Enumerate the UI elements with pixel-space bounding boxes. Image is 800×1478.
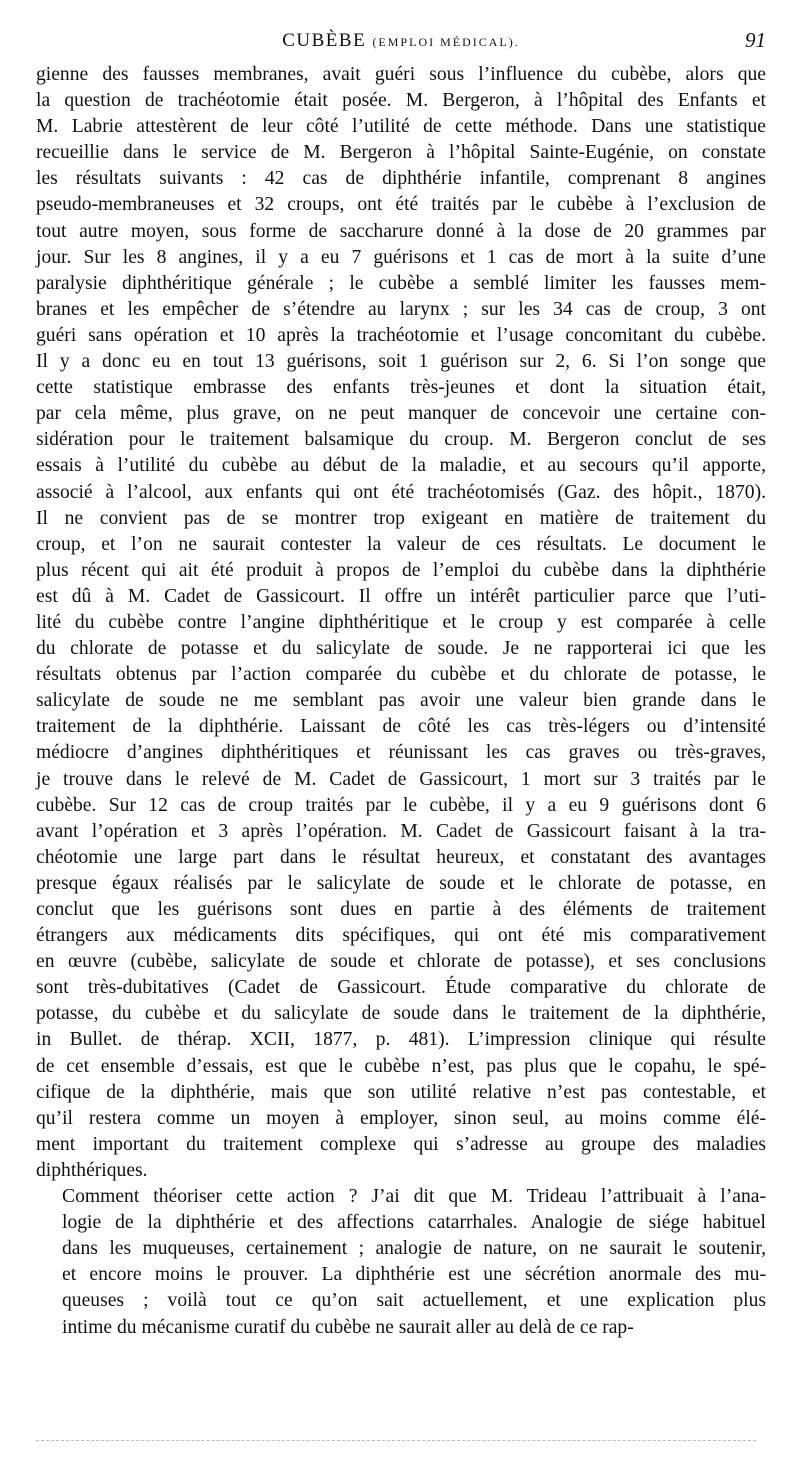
text-line: presque égaux réalisés par le salicylate de soude et le chlorate de potasse, en bbox=[36, 872, 766, 894]
text-line: du chlorate de potasse et du salicylate de soude. Je ne rapporterai ici que les bbox=[36, 638, 766, 660]
text-line: traitement de la diphthérie. Laissant de côté les cas très-légers ou d’intensité bbox=[36, 716, 766, 738]
text-line: avant l’opération et 3 après l’opération. M. Cadet de Gassicourt faisant à la tra- bbox=[36, 820, 766, 842]
footer-rule bbox=[36, 1440, 756, 1441]
text-line: in Bullet. de thérap. XCII, 1877, p. 481). L’impression clinique qui résulte bbox=[36, 1029, 766, 1051]
text-line: est dû à M. Cadet de Gassicourt. Il offre un intérêt particulier parce que l’uti- bbox=[36, 585, 766, 607]
text-line: ment important du traitement complexe qui s’adresse au groupe des maladies bbox=[36, 1133, 766, 1155]
text-line: logie de la diphthérie et des affections catarrhales. Analogie de siége habituel bbox=[62, 1212, 766, 1234]
text-line: cubèbe. Sur 12 cas de croup traités par le cubèbe, il y a eu 9 guérisons dont 6 bbox=[36, 794, 766, 816]
text-line: gienne des fausses membranes, avait guéri sous l’influence du cubèbe, alors que bbox=[36, 64, 766, 85]
text-line: tout autre moyen, sous forme de saccharure donné à la dose de 20 grammes par bbox=[36, 220, 766, 242]
text-line: conclut que les guérisons sont dues en partie à des éléments de traitement bbox=[36, 899, 766, 920]
text-line: la question de trachéotomie était posée. M. Bergeron, à l’hôpital des Enfants et bbox=[36, 90, 766, 112]
text-line: recueillie dans le service de M. Bergeron à l’hôpital Sainte-Eugénie, on constate bbox=[36, 142, 766, 164]
text-line: plus récent qui ait été produit à propos de l’emploi du cubèbe dans la diphthérie bbox=[36, 559, 766, 581]
text-line: potasse, du cubèbe et du salicylate de soude dans le traitement de la diphthérie, bbox=[36, 1003, 766, 1025]
text-line: queuses ; voilà tout ce qu’on sait actuellement, et une explication plus bbox=[62, 1290, 766, 1312]
text-line: jour. Sur les 8 angines, il y a eu 7 guérisons et 1 cas de mort à la suite d’une bbox=[36, 246, 766, 268]
text-line: branes et les empêcher de s’étendre au larynx ; sur les 34 cas de croup, 3 ont bbox=[36, 298, 766, 320]
body-text bbox=[36, 62, 766, 1341]
page-number: 91 bbox=[745, 28, 766, 52]
text-line: étrangers aux médicaments dits spécifiques, qui ont été mis comparativement bbox=[36, 925, 766, 947]
paragraph-1 bbox=[36, 62, 766, 1184]
text-line: pseudo-membraneuses et 32 croups, ont été traités par le cubèbe à l’exclusion de bbox=[36, 194, 766, 216]
text-line: résultats obtenus par l’action comparée du cubèbe et du chlorate de potasse, le bbox=[36, 664, 766, 686]
text-line: intime du mécanisme curatif du cubèbe ne saurait aller au delà de ce rap- bbox=[62, 1316, 634, 1338]
text-line: cette statistique embrasse des enfants très-jeunes et dont la situation était, bbox=[36, 377, 766, 399]
running-title-main: CUBÈBE bbox=[282, 30, 367, 51]
running-head bbox=[36, 28, 766, 58]
text-line: M. Labrie attestèrent de leur côté l’utilité de cette méthode. Dans une statistique bbox=[36, 116, 766, 138]
text-line: salicylate de soude ne me semblant pas avoir une valeur bien grande dans le bbox=[36, 690, 766, 712]
text-line: Il y a donc eu en tout 13 guérisons, soit 1 guérison sur 2, 6. Si l’on songe que bbox=[36, 351, 766, 373]
text-line: et encore moins le prouver. La diphthérie est une sécrétion anormale des mu- bbox=[62, 1264, 766, 1286]
paragraph-2 bbox=[36, 1184, 766, 1341]
text-line: je trouve dans le relevé de M. Cadet de Gassicourt, 1 mort sur 3 traités par le bbox=[36, 768, 766, 790]
text-line: Il ne convient pas de se montrer trop exigeant en matière de traitement du bbox=[36, 507, 766, 529]
text-line: les résultats suivants : 42 cas de diphthérie infantile, comprenant 8 angines bbox=[36, 168, 766, 190]
text-line: en œuvre (cubèbe, salicylate de soude et chlorate de potasse), et ses conclusions bbox=[36, 951, 766, 973]
text-line: guéri sans opération et 10 après la trachéotomie et l’usage concomitant du cubèbe. bbox=[36, 324, 766, 346]
running-title-sub: (EMPLOI MÉDICAL). bbox=[372, 35, 520, 49]
text-line: par cela même, plus grave, on ne peut manquer de concevoir une certaine con- bbox=[36, 403, 766, 425]
text-line: de cet ensemble d’essais, est que le cubèbe n’est, pas plus que le copahu, le spé- bbox=[36, 1055, 766, 1077]
text-line: cifique de la diphthérie, mais que son utilité relative n’est pas contestable, et bbox=[36, 1081, 766, 1103]
text-line: diphthériques. bbox=[36, 1159, 148, 1181]
text-line: médiocre d’angines diphthéritiques et réunissant les cas graves ou très-graves, bbox=[36, 742, 766, 764]
text-line: dans les muqueuses, certainement ; analogie de nature, on ne saurait le soutenir, bbox=[62, 1238, 766, 1260]
text-line: paralysie diphthéritique générale ; le cubèbe a semblé limiter les fausses mem- bbox=[36, 272, 766, 294]
text-line: sont très-dubitatives (Cadet de Gassicourt. Étude comparative du chlorate de bbox=[36, 977, 766, 999]
text-line: lité du cubèbe contre l’angine diphthéritique et le croup y est comparée à celle bbox=[36, 611, 766, 633]
running-title bbox=[36, 30, 766, 52]
text-line: croup, et l’on ne saurait contester la valeur de ces résultats. Le document le bbox=[36, 533, 766, 555]
text-line: essais à l’utilité du cubèbe au début de la maladie, et au secours qu’il apporte, bbox=[36, 455, 766, 477]
text-line: qu’il restera comme un moyen à employer, sinon seul, au moins comme élé- bbox=[36, 1107, 766, 1129]
text-line: chéotomie une large part dans le résultat heureux, et constatant des avantages bbox=[36, 846, 766, 868]
text-line: sidération pour le traitement balsamique du croup. M. Bergeron conclut de ses bbox=[36, 429, 766, 451]
text-line: Comment théoriser cette action ? J’ai dit que M. Trideau l’attribuait à l’ana- bbox=[62, 1186, 766, 1208]
text-line: associé à l’alcool, aux enfants qui ont été trachéotomisés (Gaz. des hôpit., 1870). bbox=[36, 481, 766, 503]
